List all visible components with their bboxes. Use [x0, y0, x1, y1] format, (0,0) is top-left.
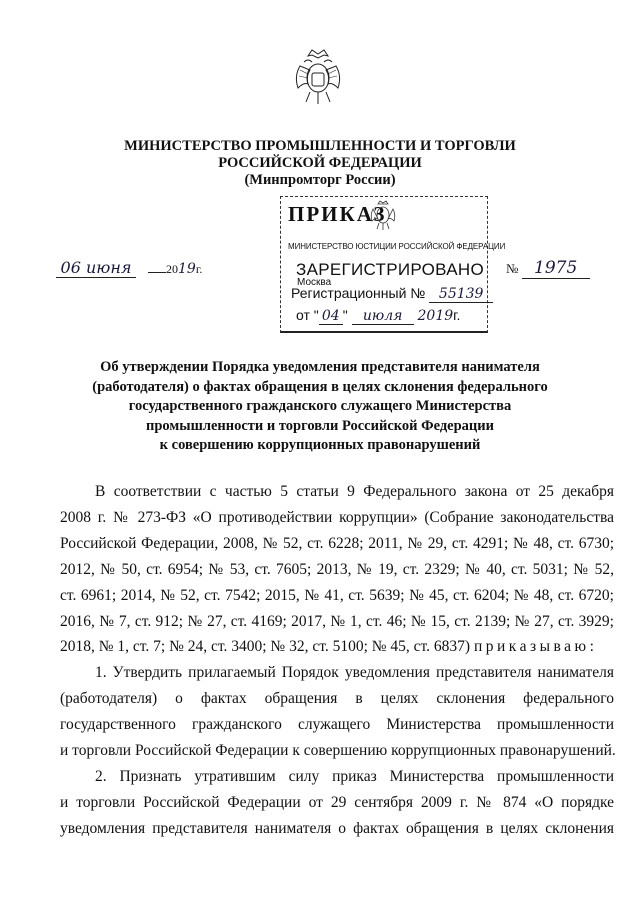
body-line: Российской Федерации, 2008, № 52, ст. 6228; 2011, № 29, ст. 4291; № 48, ст. 6730; [60, 534, 614, 552]
stamp-status: ЗАРЕГИСТРИРОВАНО [296, 260, 484, 279]
order-type: ПРИКАЗ [288, 202, 387, 226]
body-line [60, 634, 614, 660]
order-date-handwritten: 06 июня [56, 258, 136, 278]
order-date [56, 258, 202, 278]
body-line: 2012, № 50, ст. 6954; № 53, ст. 7605; 2013, № 19, ст. 2329; № 40, ст. 5031; № 52, [60, 560, 614, 578]
body-line: (работодателя) о фактах обращения в целях склонения федерального [60, 690, 614, 708]
order-number-prefix: № [506, 261, 519, 276]
body-line-citation: 2018, № 1, ст. 7; № 24, ст. 3400; № 32, ст. 5100; № 45, ст. 6837) [60, 638, 471, 656]
order-number-handwritten: 1975 [522, 258, 590, 279]
body-line: ст. 6961; 2014, № 52, ст. 7542; 2015, № 41, ст. 5639; № 45, ст. 6204; № 48, ст. 6720; [60, 586, 614, 604]
order-number [506, 258, 590, 279]
order-directive: приказываю: [473, 638, 598, 656]
body-line: В соответствии с частью 5 статьи 9 Федерального закона от 25 декабря [95, 483, 614, 500]
document-body [60, 479, 614, 842]
order-year-prefix: 20 [166, 262, 178, 276]
ministry-name-line2: РОССИЙСКОЙ ФЕДЕРАЦИИ [218, 155, 422, 171]
ministry-header [0, 138, 640, 189]
body-line: 2016, № 7, ст. 912; № 27, ст. 4169; 2017, № 1, ст. 46; № 15, ст. 2139; № 27, ст. 3929; [60, 612, 614, 630]
title-line: к совершению коррупционных правонарушений [159, 437, 481, 453]
stamp-authority: МИНИСТЕРСТВО ЮСТИЦИИ РОССИЙСКОЙ ФЕДЕРАЦИИ [288, 242, 506, 251]
reg-number-value: 55139 [429, 286, 493, 303]
order-year-handwritten: 19 [178, 261, 196, 277]
title-line: промышленности и торговли Российской Федерации [146, 417, 494, 434]
body-line: и торговли Российской Федерации к совершению коррупционных правонарушений. [60, 742, 616, 760]
order-year-suffix: г. [195, 262, 203, 276]
body-line: уведомления представителя нанимателя о фактах обращения в целях склонения [60, 819, 614, 837]
body-line: и торговли Российской Федерации от 29 сентября 2009 г. № 874 «О порядке [60, 793, 614, 811]
stamp-city: Москва [297, 277, 332, 288]
body-line: 1. Утвердить прилагаемый Порядок уведомления представителя нанимателя [95, 664, 614, 682]
coat-of-arms-icon [290, 46, 346, 108]
stamp-reg-date [296, 307, 460, 325]
reg-date-day: 04 [319, 308, 343, 325]
reg-date-mid: " [342, 307, 348, 323]
stamp-coat-of-arms-icon [368, 199, 398, 231]
reg-number-label: Регистрационный № [291, 285, 426, 301]
title-line: Об утверждении Порядка уведомления представителя нанимателя [100, 359, 540, 375]
reg-date-month: июля [352, 308, 414, 325]
reg-date-year: 2019 [417, 308, 454, 324]
body-line: 2008 г. № 273-ФЗ «О противодействии коррупции» (Собрание законодательства [60, 508, 614, 526]
body-line: государственного гражданского служащего Министерства промышленности [60, 716, 614, 734]
ministry-name-line1: МИНИСТЕРСТВО ПРОМЫШЛЕННОСТИ И ТОРГОВЛИ [124, 138, 516, 154]
reg-date-year-suffix: г. [453, 307, 461, 323]
stamp-reg-number [291, 285, 493, 303]
title-line: (работодателя) о фактах обращения в целях склонения федерального [92, 378, 548, 395]
ministry-short-name: (Минпромторг России) [244, 172, 396, 188]
title-line: государственного гражданского служащего Министерства [128, 398, 512, 414]
reg-date-prefix: от " [296, 307, 319, 323]
body-line: 2. Признать утратившим силу приказ Министерства промышленности [95, 767, 614, 785]
document-title [0, 358, 640, 456]
